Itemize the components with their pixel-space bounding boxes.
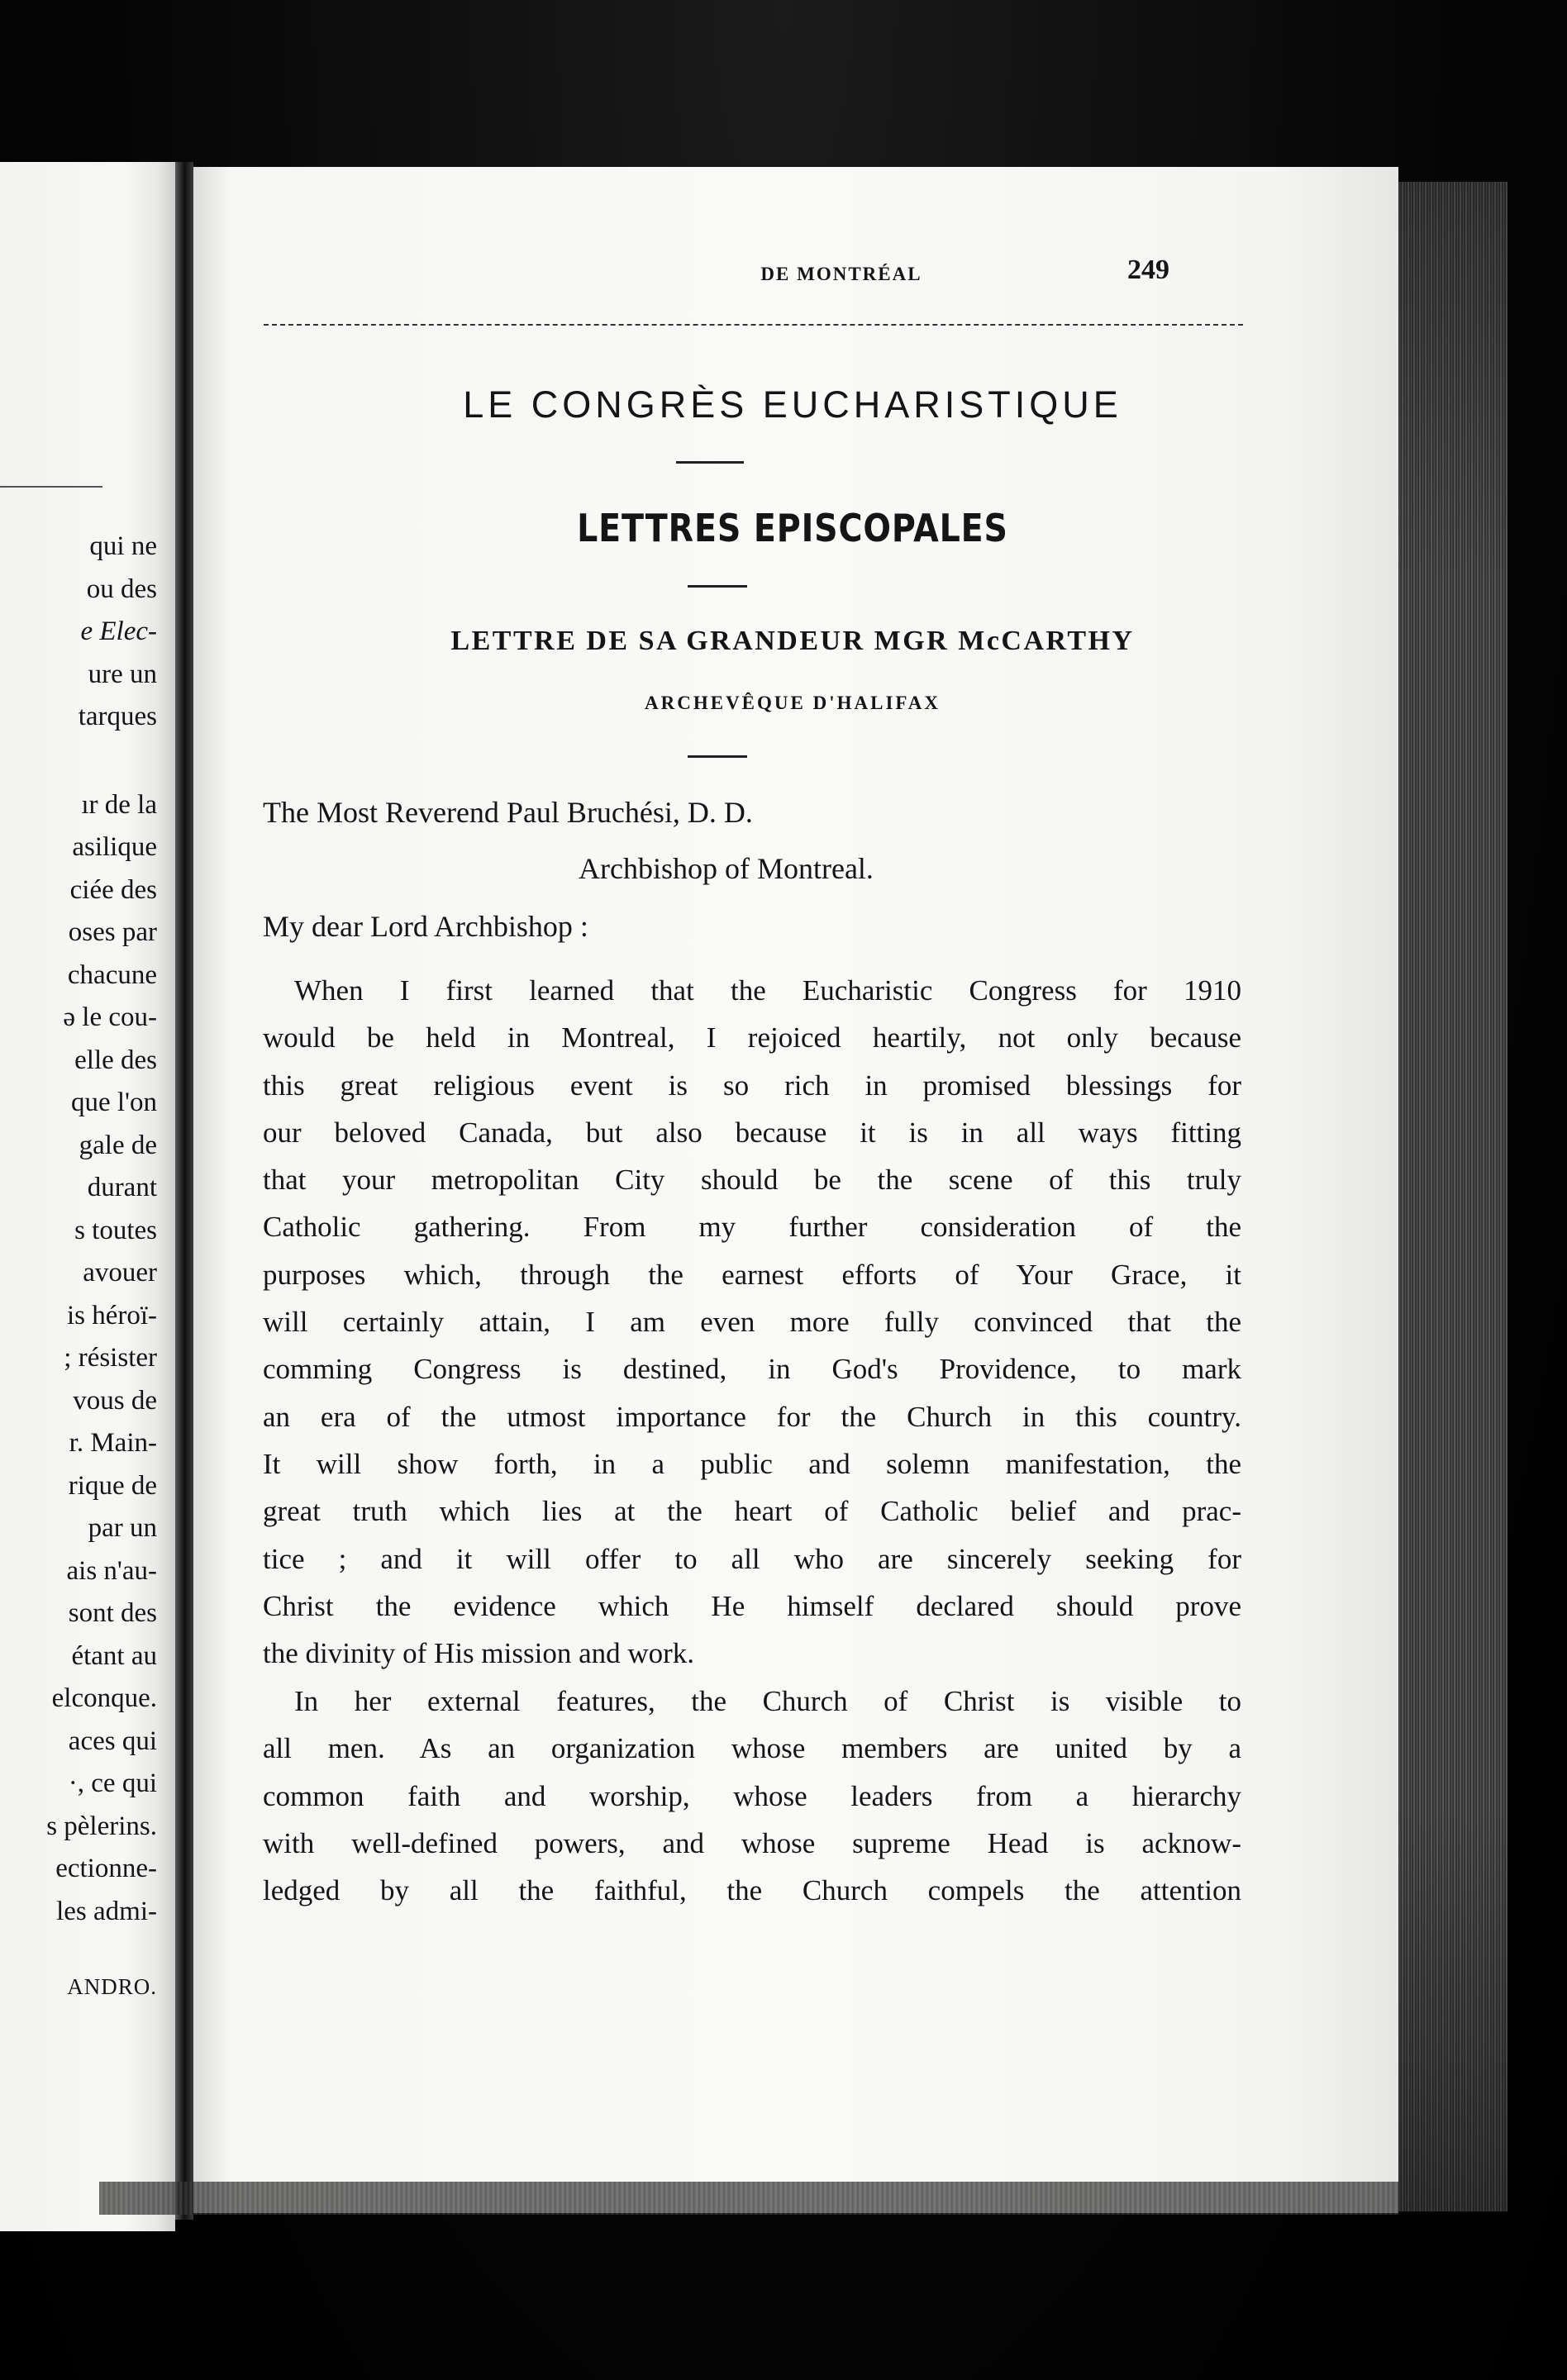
- text-line: purposes which, through the earnest efforts of Your Grace, it: [263, 1258, 1241, 1291]
- text-line: this great religious event is so rich in promised blessings for: [263, 1069, 1241, 1102]
- book-edges-shade: [1398, 182, 1507, 2211]
- left-line: ; résister: [64, 1343, 157, 1373]
- left-page-text: [0, 526, 157, 2009]
- text-line: the divinity of His mission and work.: [263, 1637, 695, 1670]
- left-line: qui ne: [89, 531, 157, 561]
- text-line: In her external features, the Church of Christ is visible to: [294, 1685, 1241, 1717]
- left-line: avouer: [83, 1258, 157, 1288]
- left-line: sont des: [68, 1598, 157, 1628]
- left-line: s pèlerins.: [46, 1811, 157, 1841]
- book-gutter: [175, 162, 193, 2220]
- heading-divider: [688, 755, 747, 758]
- running-head: DE MONTRÉAL: [760, 264, 922, 284]
- subtitle-divider: [688, 585, 747, 588]
- letter-subheading: ARCHEVÊQUE D'HALIFAX: [645, 693, 941, 713]
- text-line: will certainly attain, I am even more fully convinced that the: [263, 1306, 1241, 1339]
- left-line: vous de: [73, 1385, 157, 1416]
- page-249: [193, 167, 1398, 2213]
- left-line: ır de la: [81, 789, 157, 820]
- left-line: ais n'au-: [66, 1555, 157, 1586]
- text-line: When I first learned that the Eucharistic Congress for 1910: [294, 974, 1241, 1007]
- text-line: It will show forth, in a public and solemn manifestation, the: [263, 1447, 1241, 1480]
- addressee: The Most Reverend Paul Bruchési, D. D.: [263, 796, 753, 829]
- left-line: elle des: [74, 1045, 157, 1075]
- title-divider: [676, 461, 744, 464]
- left-line: ectionne-: [55, 1854, 157, 1883]
- text-line: would be held in Montreal, I rejoiced heartily, not only because: [263, 1021, 1241, 1054]
- left-line: les admi-: [56, 1896, 157, 1926]
- left-line: que l'on: [70, 1088, 157, 1117]
- left-line: is héroï-: [66, 1300, 157, 1330]
- left-line: e Elec-: [80, 616, 157, 646]
- left-line: oses par: [68, 917, 157, 947]
- header-rule: [264, 324, 1243, 326]
- left-signature: ANDRO.: [67, 1974, 157, 1999]
- text-line: ledged by all the faithful, the Church compels the attention: [263, 1874, 1241, 1907]
- left-line: tarques: [78, 702, 157, 731]
- left-line: r. Main-: [69, 1428, 157, 1458]
- text-line: all men. As an organization whose members are united by a: [263, 1732, 1241, 1765]
- left-line: ou des: [86, 574, 157, 604]
- text-line: great truth which lies at the heart of Catholic belief and prac-: [263, 1495, 1241, 1528]
- left-line: elconque.: [51, 1683, 157, 1713]
- left-line: aces qui: [68, 1726, 157, 1756]
- text-line: comming Congress is destined, in God's Providence, to mark: [263, 1353, 1241, 1386]
- text-line: that your metropolitan City should be the scene of this truly: [263, 1164, 1241, 1197]
- left-line: ə le cou-: [63, 1002, 157, 1032]
- left-line: ·, ce qui: [68, 1768, 157, 1798]
- text-line: tice ; and it will offer to all who are sincerely seeking for: [263, 1542, 1241, 1575]
- left-line: ure un: [88, 659, 157, 689]
- letter-heading: LETTRE DE SA GRANDEUR MGR McCARTHY: [450, 626, 1135, 656]
- text-line: an era of the utmost importance for the Church in this country.: [263, 1400, 1241, 1433]
- left-line: étant au: [71, 1640, 157, 1671]
- paragraph-1: [263, 967, 1241, 1677]
- left-gap: [0, 739, 157, 784]
- text-line: common faith and worship, whose leaders from a hierarchy: [263, 1779, 1241, 1812]
- text-line: Catholic gathering. From my further consideration of the: [263, 1211, 1241, 1244]
- left-page-rule: [0, 486, 102, 488]
- paragraph-2: [263, 1678, 1241, 1914]
- text-line: with well-defined powers, and whose supreme Head is acknow-: [263, 1826, 1241, 1859]
- salutation: My dear Lord Archbishop :: [263, 910, 588, 943]
- page-number: 249: [1127, 255, 1169, 285]
- article-subtitle: LETTRES EPISCOPALES: [577, 506, 1008, 550]
- left-line: rique de: [68, 1470, 157, 1501]
- text-line: Christ the evidence which He himself declared should prove: [263, 1589, 1241, 1622]
- left-line: s toutes: [74, 1215, 157, 1245]
- left-line: ciée des: [69, 874, 157, 905]
- left-line: durant: [87, 1173, 157, 1202]
- left-line: chacune: [67, 959, 157, 990]
- left-line: asilique: [72, 832, 157, 862]
- article-title: LE CONGRÈS EUCHARISTIQUE: [463, 383, 1122, 426]
- left-line: gale de: [79, 1130, 157, 1160]
- left-page-fragment: [0, 162, 175, 2231]
- addressee-title: Archbishop of Montreal.: [579, 852, 874, 885]
- book-bottom-edge: [99, 2182, 1398, 2215]
- left-line: par un: [88, 1513, 157, 1543]
- text-line: our beloved Canada, but also because it is in all ways fitting: [263, 1116, 1241, 1149]
